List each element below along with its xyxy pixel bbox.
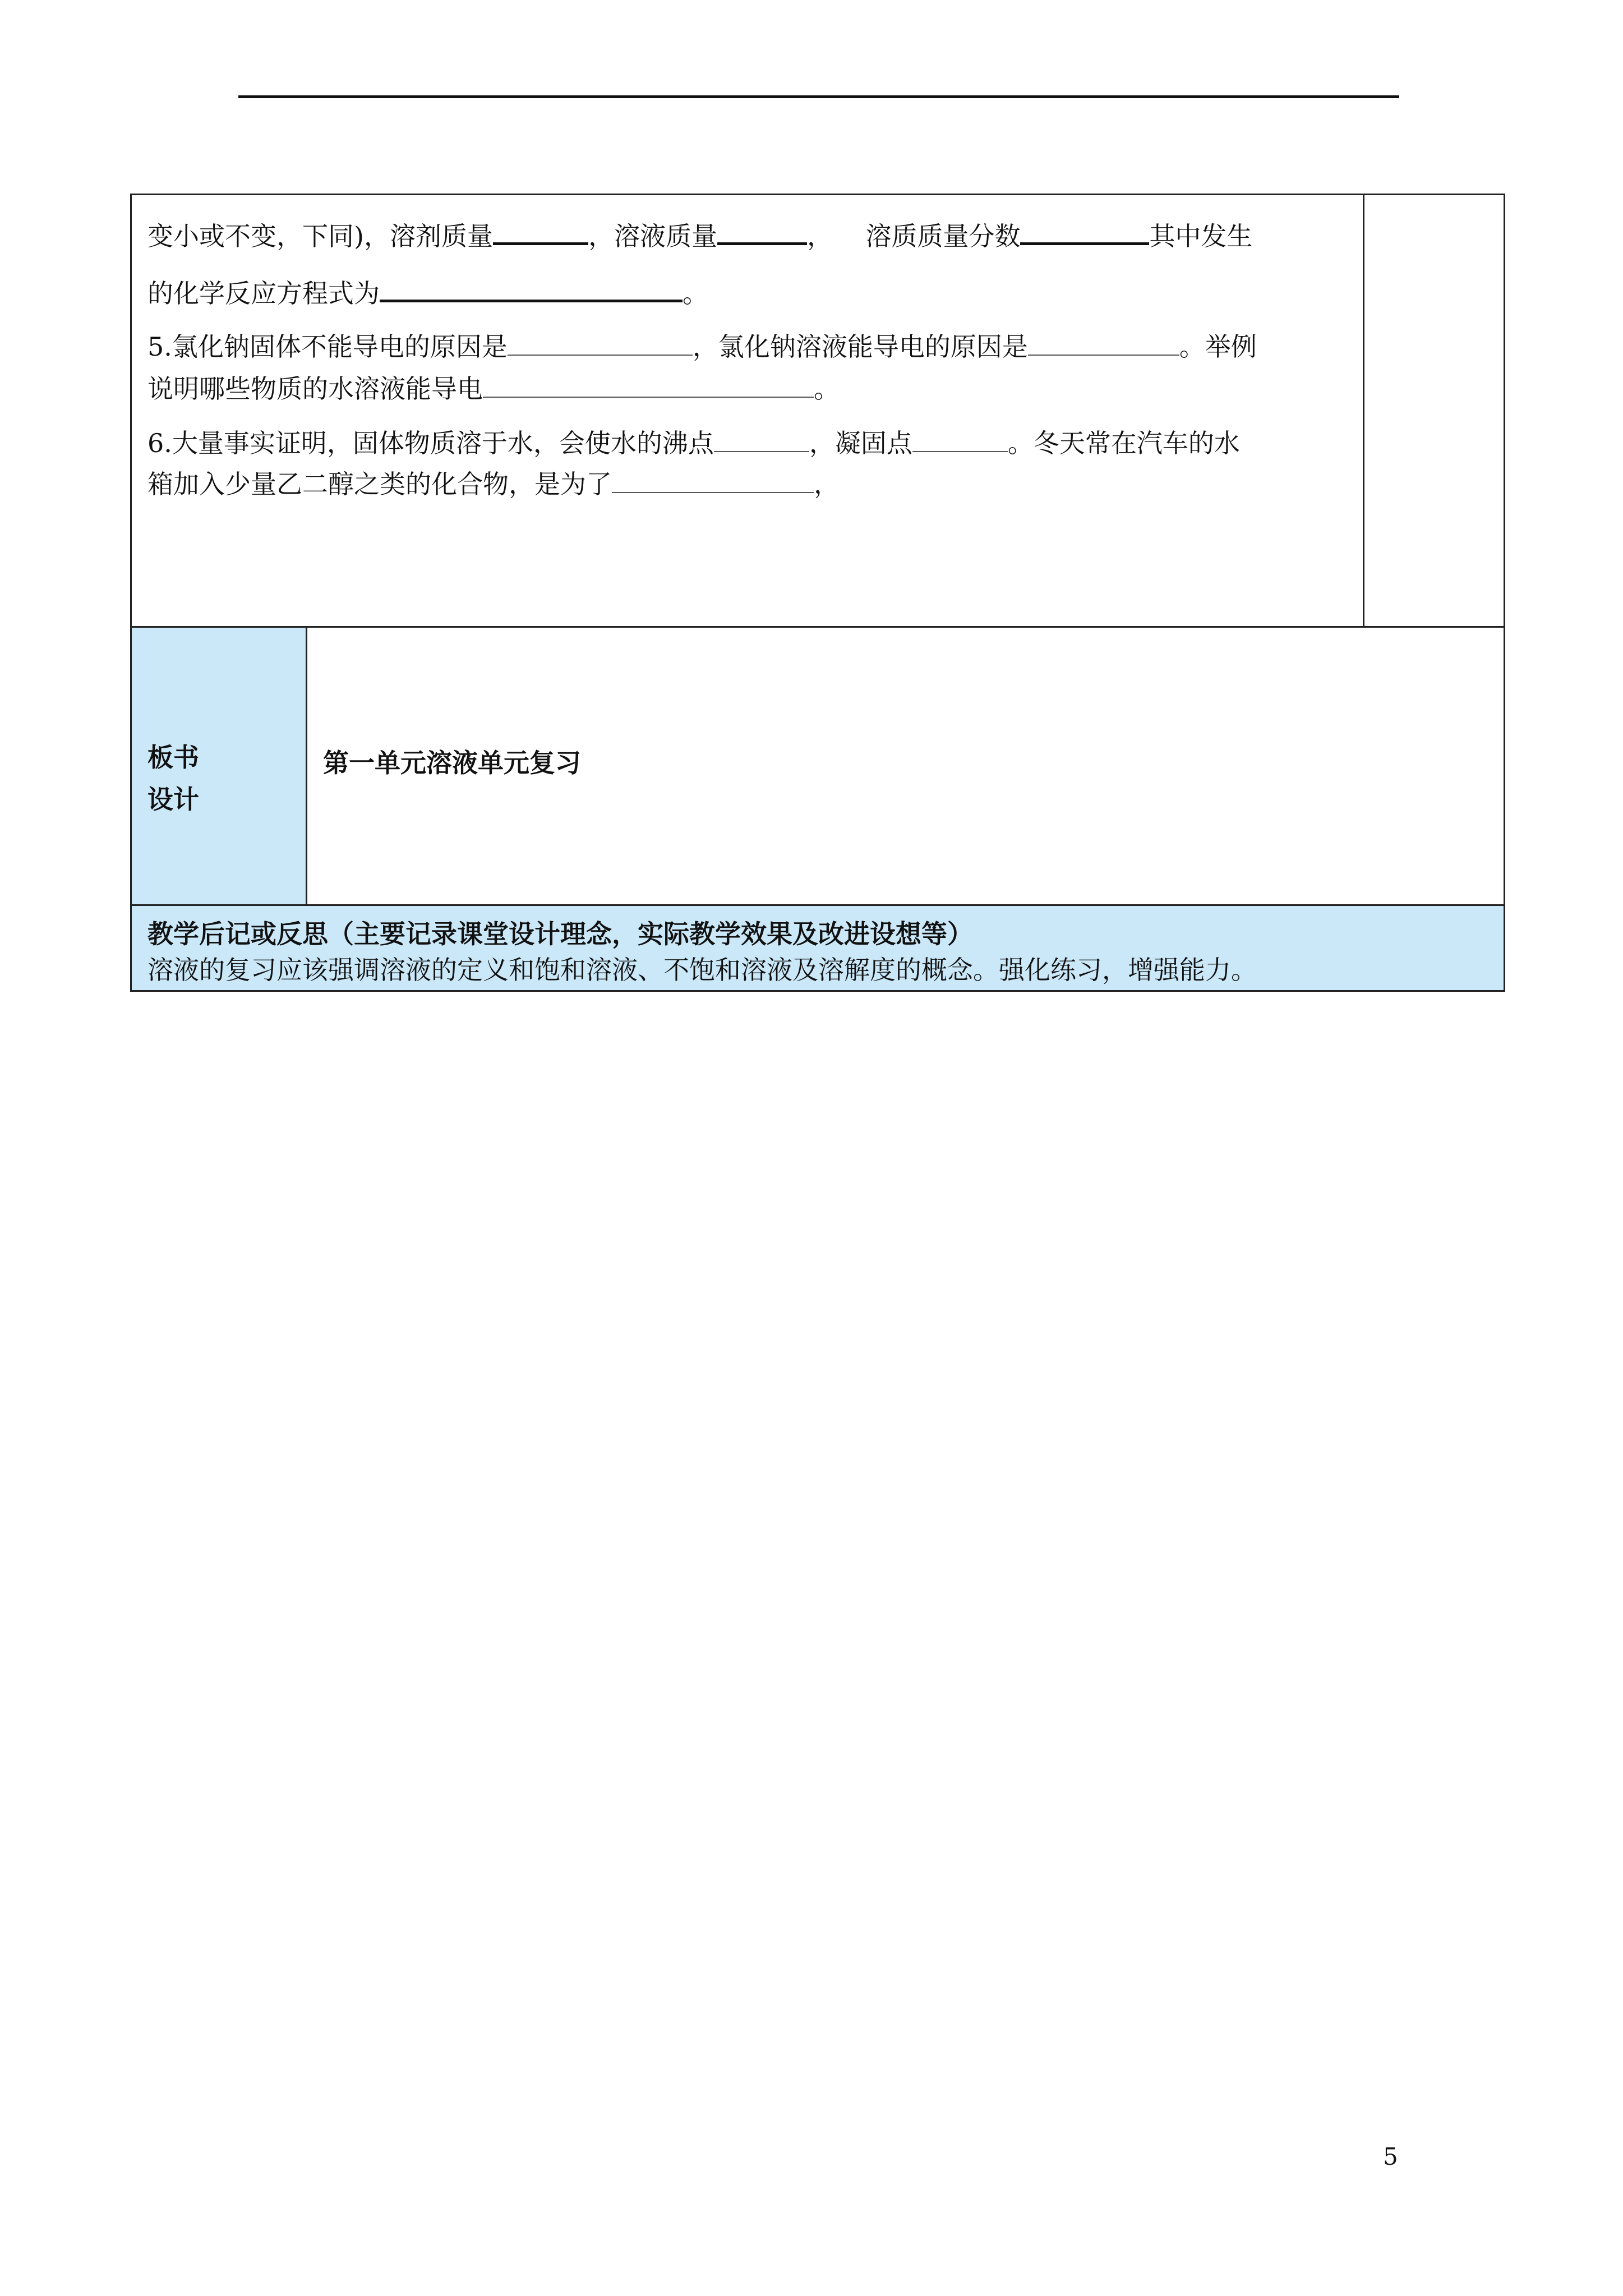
reflection-row: [132, 906, 1504, 990]
blank-solid-reason: [508, 330, 693, 356]
exercise-content: [132, 195, 1364, 626]
blank-solution-mass: [717, 218, 807, 245]
exercise-line-3: 5.氯化钠固体不能导电的原因是 ，氯化钠溶液能导电的原因是 。举例: [147, 330, 1257, 364]
blank-examples: [483, 372, 814, 398]
blank-solvent-mass: [493, 218, 588, 245]
exercise-row: [132, 195, 1504, 628]
board-design-body: [307, 628, 1504, 904]
blank-freezing-point: [912, 426, 1008, 452]
blank-purpose: [612, 467, 814, 493]
blank-mass-fraction: [1020, 218, 1149, 245]
reflection-text: 溶液的复习应该强调溶液的定义和饱和溶液、不饱和溶液及溶解度的概念。强化练习，增强能力。: [147, 955, 1257, 985]
board-title: 第一单元溶液单元复习: [323, 748, 581, 778]
header-rule: [238, 95, 1399, 98]
reflection-title: 教学后记或反思（主要记录课堂设计理念，实际教学效果及改进设想等）: [147, 919, 973, 949]
board-design-row: [132, 628, 1504, 906]
blank-boiling-point: [714, 426, 809, 452]
blank-equation: [380, 275, 683, 302]
exercise-line-5: 6.大量事实证明，固体物质溶于水，会使水的沸点 ，凝固点 。冬天常在汽车的水: [147, 426, 1240, 460]
exercise-line-4: 说明哪些物质的水溶液能导电 。: [147, 372, 840, 406]
exercise-line-2: 的化学反应方程式为 。: [147, 275, 708, 310]
exercise-side-cell: [1364, 195, 1504, 626]
exercise-line-1: 变小或不变，下同)，溶剂质量 ，溶液质量 ， 溶质质量分数 其中发生: [147, 218, 1252, 253]
exercise-line-6: 箱加入少量乙二醇之类的化合物，是为了 ，: [147, 467, 840, 501]
page-number: 5: [1383, 2143, 1398, 2170]
lesson-table: [130, 194, 1505, 992]
blank-solution-reason: [1028, 330, 1179, 356]
board-design-label: 板书 设计: [132, 628, 307, 904]
